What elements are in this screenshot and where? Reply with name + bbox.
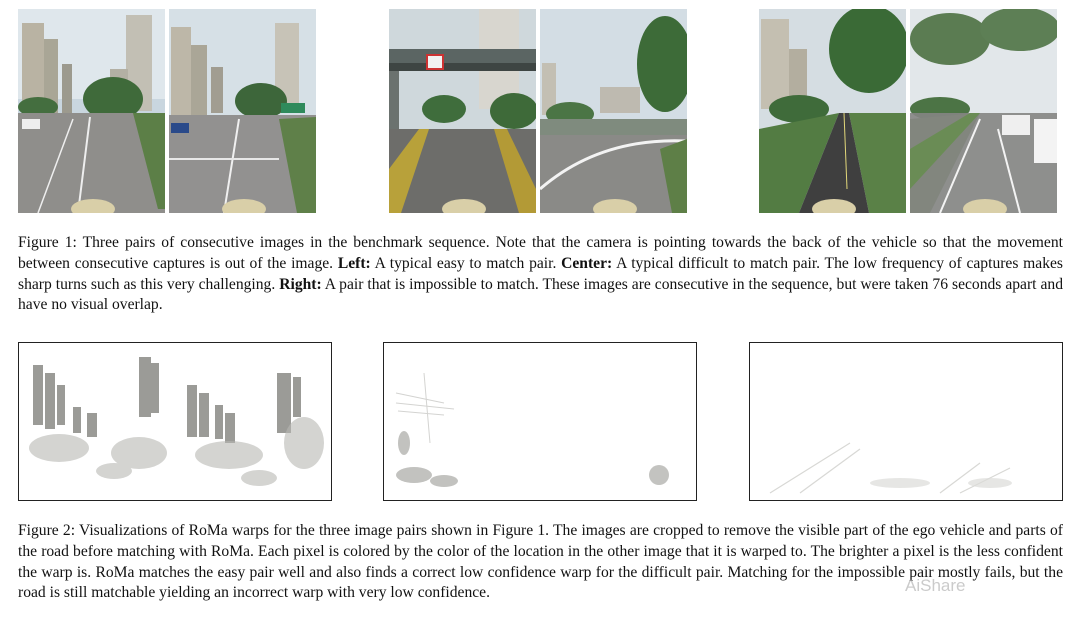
left-label: Left: bbox=[337, 254, 371, 272]
left-pair-image-2 bbox=[169, 9, 316, 213]
figure-2-label: Figure 2: bbox=[18, 522, 76, 539]
right-pair-image-2 bbox=[910, 9, 1057, 213]
right-pair-image-1 bbox=[759, 9, 906, 213]
left-pair-image-1 bbox=[18, 9, 165, 213]
warp-visualization-easy bbox=[18, 342, 332, 501]
watermark-text: AiShare bbox=[905, 576, 966, 595]
warp-visualization-difficult bbox=[383, 342, 697, 501]
warp-visualization-impossible bbox=[749, 342, 1063, 501]
right-label: Right: bbox=[279, 275, 322, 293]
center-pair-image-2 bbox=[540, 9, 687, 213]
figure-2-caption: Figure 2: Visualizations of RoMa warps for the three image pairs shown in Figure 1. The images are cropped to remove the visible part of the ego vehicle and parts of the road before matching with RoMa. Each pixel is colored by the color of the location in the other image that it is warped to. The brighter a pixel is the less confident the warp is. RoMa matches the easy pair well and also finds a correct low confidence warp for the difficult pair. Matching for the impossible pair mostly fails, but the road is still matchable yielding an incorrect warp with very low confidence. bbox=[18, 522, 1063, 602]
figure-1-label: Figure 1: bbox=[18, 234, 77, 251]
center-pair-image-1 bbox=[389, 9, 536, 213]
center-label: Center: bbox=[561, 254, 613, 272]
figure-1-caption: Figure 1: Three pairs of consecutive images in the benchmark sequence. Note that the camera is pointing towards the back of the vehicle so that the movement between consecutive captures is out of the image. Left: A typical easy to match pair. Center: A typical difficult to match pair. The low frequency of captures makes sharp turns such as this very challenging. Right: A pair that is impossible to match. These images are consecutive in the sequence, but were taken 76 seconds apart and have no visual overlap. bbox=[18, 234, 1063, 314]
